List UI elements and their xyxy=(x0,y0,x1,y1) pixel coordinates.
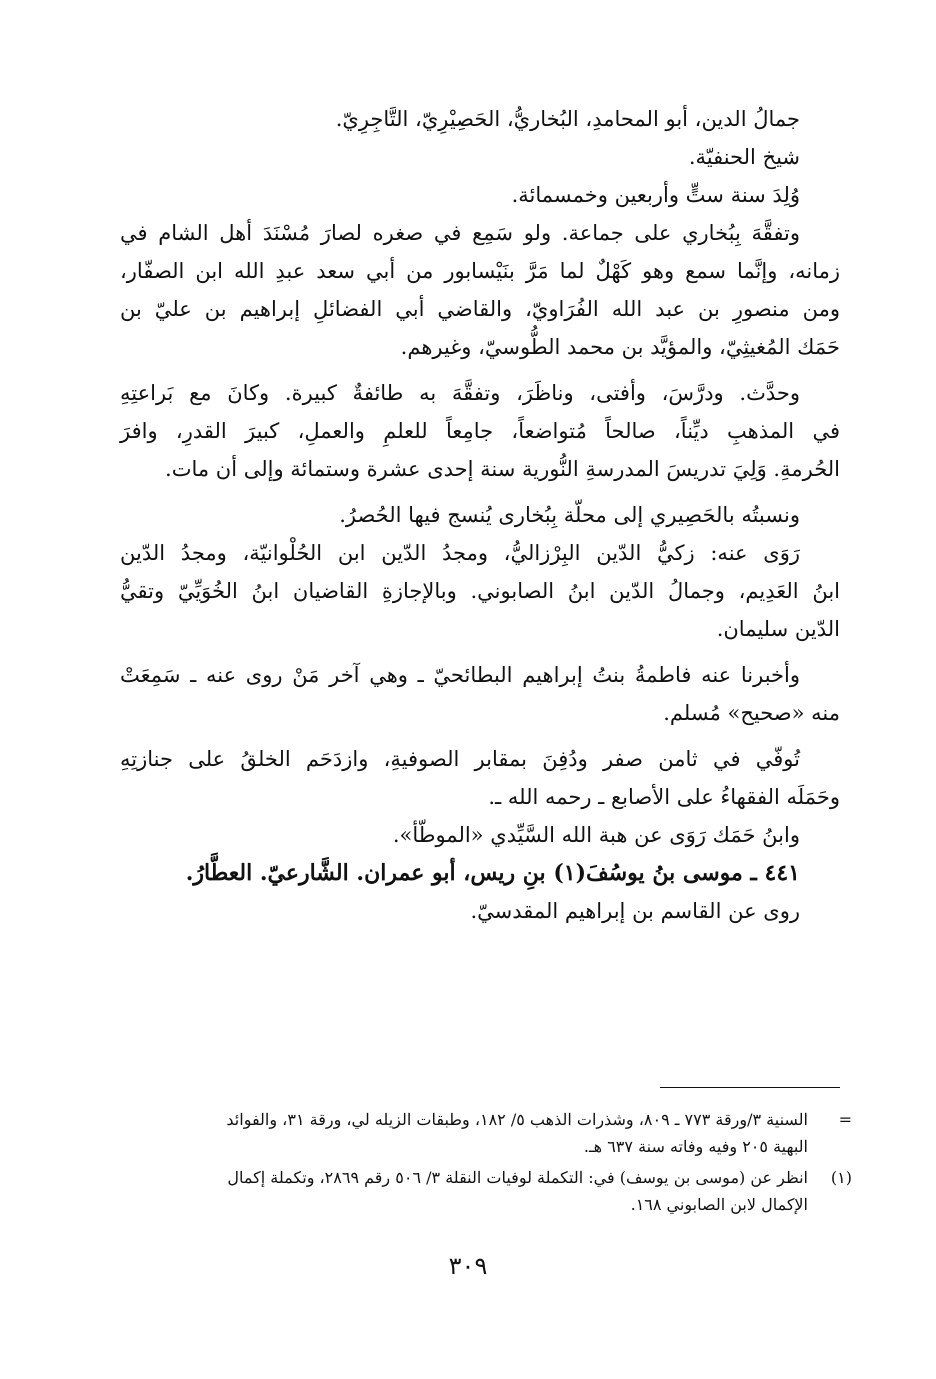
footnote-divider xyxy=(660,1087,840,1088)
text-line: وحدَّث. ودرَّسَ، وأفتى، وناظَرَ، وتفقَّهَ به طائفةٌ كبيرة. وكانَ مع بَراعتِهِ xyxy=(120,381,800,405)
text-line: تُوفّي في ثامن صفر ودُفِنَ بمقابر الصوفيةِ، وازدَحَم الخلقُ على جنازتِهِ xyxy=(120,747,800,771)
text-line: وابنُ حَمَك رَوَى عن هبة الله السَّيِّدي «الموطّأ». xyxy=(392,823,800,847)
text-line: في المذهبِ ديِّناً، صالحاً مُتواضعاً، جامِعاً للعلمِ والعملِ، كبيرَ القدرِ، وافرَ xyxy=(120,419,840,443)
text-line: وتفقَّهَ بِبُخاري على جماعة. ولو سَمِع في صغره لصارَ مُسْنَدَ أهل الشام في xyxy=(120,221,800,245)
footnote-line: البهية ٢٠٥ وفيه وفاته سنة ٦٣٧ هـ. xyxy=(583,1137,808,1156)
text-line: الدّين سليمان. xyxy=(716,617,840,641)
text-line: رَوَى عنه: زكيُّ الدّين البِرْزاليُّ، ومجدُ الدّين ابن الحُلْوانيّة، ومجدُ الدّين xyxy=(120,541,800,565)
paragraph-gap xyxy=(120,488,840,496)
text-line: ونسبتُه بالحَصِيري إلى محلّة بِبُخارى يُنسج فيها الحُصرُ. xyxy=(339,503,800,527)
footnote-line: الإكمال لابن الصابوني ١٦٨. xyxy=(630,1195,808,1214)
text-line: ابنُ العَدِيم، وجمالُ الدّين ابنُ الصابوني. وبالإجازةِ القاضيان ابنُ الخُوَيِّيّ وتقيُّ xyxy=(120,579,840,603)
footnote-marker: (١) xyxy=(830,1168,852,1187)
paragraph-gap xyxy=(120,648,840,656)
entry-heading: ٤٤١ ـ موسى بنُ يوسُفَ(١) بنِ ريس، أبو عمران. الشَّارعيّ. العطَّارُ. xyxy=(185,860,800,886)
text-line: زمانه، وإنَّما سمع وهو كَهْلٌ لما مَرَّ بنَيْسابور من أبي سعد عبدِ الله ابن الصفّار، xyxy=(120,259,840,283)
text-line: وُلِدَ سنة ستٍّ وأربعين وخمسمائة. xyxy=(511,183,800,207)
paragraph-gap xyxy=(120,366,840,374)
footnote-line: انظر عن (موسى بن يوسف) في: التكملة لوفيات النقلة ٣/ ٥٠٦ رقم ٢٨٦٩، وتكملة إكمال xyxy=(227,1168,808,1187)
main-text xyxy=(120,100,840,930)
text-line: منه «صحيح» مُسلم. xyxy=(663,701,840,725)
text-line: وأخبرنا عنه فاطمةُ بنتُ إبراهيم البطائحيّ ـ وهي آخر مَنْ روى عنه ـ سَمِعَتْ xyxy=(120,663,800,687)
text-line: الحُرمةِ. وَلِيَ تدريسَ المدرسةِ النُّورية سنة إحدى عشرة وستمائة وإلى أن مات. xyxy=(165,457,840,481)
text-line: وحَمَلَه الفقهاءُ على الأصابع ـ رحمه الله ـ. xyxy=(488,785,840,809)
paragraph-gap xyxy=(120,732,840,740)
footnote-line: السنية ٣/ورقة ٧٧٣ ـ ٨٠٩، وشذرات الذهب ٥/ ١٨٢، وطبقات الزيله لي، ورقة ٣١، والفوائد xyxy=(226,1110,808,1129)
footnote-continuation xyxy=(120,1106,852,1160)
text-line: شيخ الحنفيّة. xyxy=(688,145,800,169)
text-line: ومن منصورِ بن عبد الله الفُرَاويّ، والقاضي أبي الفضائلِ إبراهيم بن عليّ بن xyxy=(120,297,840,321)
footnotes xyxy=(120,1106,852,1222)
footnote-1 xyxy=(120,1164,852,1218)
text-line: حَمَك المُغيثِيّ، والمؤيَّد بن محمد الطُّوسيّ، وغيرهم. xyxy=(400,335,840,359)
text-line: جمالُ الدين، أبو المحامدِ، البُخاريُّ، الحَصِيْرِيّ، التَّاجِرِيّ. xyxy=(335,107,800,131)
page-number: ٣٠٩ xyxy=(448,1252,488,1280)
text-line: روى عن القاسم بن إبراهيم المقدسيّ. xyxy=(470,899,800,923)
footnote-marker: = xyxy=(838,1110,852,1129)
